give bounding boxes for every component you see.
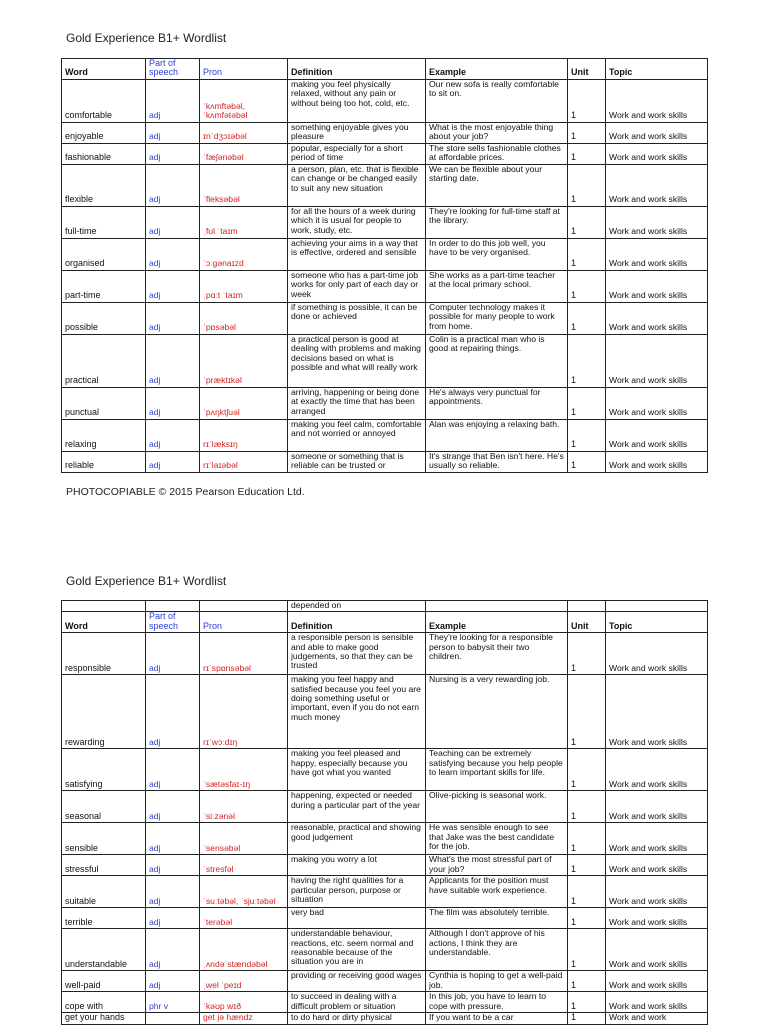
cell-word: sensible xyxy=(62,823,146,855)
cell-pron: ˈpʌŋktʃuəl xyxy=(200,387,288,419)
cell-unit: 1 xyxy=(568,791,606,823)
cell-topic: Work and work skills xyxy=(606,79,708,122)
cell-ex: He's always very punctual for appointments. xyxy=(426,387,568,419)
cell-unit: 1 xyxy=(568,387,606,419)
cell-ex: Nursing is a very rewarding job. xyxy=(426,675,568,749)
cell-pos xyxy=(146,1013,200,1024)
cell-word: suitable xyxy=(62,876,146,908)
table-row xyxy=(62,908,708,929)
page-title: Gold Experience B1+ Wordlist xyxy=(66,574,227,588)
cell-word: practical xyxy=(62,334,146,387)
cell-pron: ˈɔːɡənaɪzd xyxy=(200,238,288,270)
table-row xyxy=(62,1013,708,1024)
header-unit: Unit xyxy=(568,612,606,633)
cell-def: understandable behaviour, reactions, etc. seem normal and reasonable because of the situation you are in xyxy=(288,929,426,971)
header-unit: Unit xyxy=(568,59,606,80)
cell-topic: Work and work skills xyxy=(606,164,708,206)
cell-def: making you worry a lot xyxy=(288,855,426,876)
cell-pron: ˌpɑːt ˈtaɪm xyxy=(200,270,288,302)
cell-pron: rɪˈwɔːdɪŋ xyxy=(200,675,288,749)
cell-pron: ˈfleksəbəl xyxy=(200,164,288,206)
header-part-of-speech: Part of speech xyxy=(146,59,200,80)
cell-word: understandable xyxy=(62,929,146,971)
cell-topic: Work and work skills xyxy=(606,302,708,334)
page-title: Gold Experience B1+ Wordlist xyxy=(66,31,227,45)
cell-pron: ˌfʊl ˈtaɪm xyxy=(200,206,288,238)
cell-unit: 1 xyxy=(568,143,606,164)
cell-word: get your hands xyxy=(62,1013,146,1024)
cell-pos: adj xyxy=(146,270,200,302)
cell-word: flexible xyxy=(62,164,146,206)
cell-unit: 1 xyxy=(568,451,606,472)
cell-def: achieving your aims in a way that is effective, ordered and sensible xyxy=(288,238,426,270)
cell-word: stressful xyxy=(62,855,146,876)
cell-ex: They're looking for a responsible person to babysit their two children. xyxy=(426,633,568,675)
cell-def: to do hard or dirty physical xyxy=(288,1013,426,1024)
cell-topic: Work and work skills xyxy=(606,451,708,472)
cell-word: punctual xyxy=(62,387,146,419)
cell-topic: Work and work skills xyxy=(606,633,708,675)
cell-unit: 1 xyxy=(568,334,606,387)
header-example: Example xyxy=(426,612,568,633)
table-row xyxy=(62,270,708,302)
table-row xyxy=(62,206,708,238)
cell-topic: Work and work skills xyxy=(606,749,708,791)
cell-word: part-time xyxy=(62,270,146,302)
cell-pron: ˈkəʊp wɪð xyxy=(200,992,288,1013)
cell-ex: What is the most enjoyable thing about your job? xyxy=(426,122,568,143)
cell-pos: adj xyxy=(146,749,200,791)
table-row xyxy=(62,164,708,206)
cell-topic: Work and work skills xyxy=(606,387,708,419)
header-part-of-speech: Part of speech xyxy=(146,612,200,633)
header-pron: Pron xyxy=(200,612,288,633)
cell-pron: ˈpræktɪkəl xyxy=(200,334,288,387)
cell-pos: adj xyxy=(146,143,200,164)
header-row xyxy=(62,612,708,633)
cell-pos: adj xyxy=(146,302,200,334)
cell-topic: Work and work skills xyxy=(606,908,708,929)
cell-pron: ˈterəbəl xyxy=(200,908,288,929)
header-word: Word xyxy=(62,612,146,633)
cell-pron: ɪnˈdʒɔɪəbəl xyxy=(200,122,288,143)
cell-unit: 1 xyxy=(568,855,606,876)
cell-def: having the right qualities for a particular person, purpose or situation xyxy=(288,876,426,908)
cell-pron: get jə hændz xyxy=(200,1013,288,1024)
cell-pos: adj xyxy=(146,929,200,971)
table-row xyxy=(62,791,708,823)
cell-ex: Applicants for the position must have suitable work experience. xyxy=(426,876,568,908)
cell-def: to succeed in dealing with a difficult problem or situation xyxy=(288,992,426,1013)
table-row xyxy=(62,823,708,855)
cell-ex: In this job, you have to learn to cope with pressure. xyxy=(426,992,568,1013)
cell-ex: Alan was enjoying a relaxing bath. xyxy=(426,419,568,451)
cell-word: comfortable xyxy=(62,79,146,122)
cell-unit: 1 xyxy=(568,122,606,143)
cell-def: someone who has a part-time job works for only part of each day or week xyxy=(288,270,426,302)
cell-word: fashionable xyxy=(62,143,146,164)
cell-pron: ˈsuːtəbəl, ˈsjuːtəbəl xyxy=(200,876,288,908)
cell-word: cope with xyxy=(62,992,146,1013)
cell-pos: phr v xyxy=(146,992,200,1013)
cell-word: rewarding xyxy=(62,675,146,749)
cell-unit: 1 xyxy=(568,302,606,334)
table-row xyxy=(62,876,708,908)
cell-unit: 1 xyxy=(568,992,606,1013)
cell-word: terrible xyxy=(62,908,146,929)
cell-pos: adj xyxy=(146,633,200,675)
cell-def: making you feel calm, comfortable and not worried or annoyed xyxy=(288,419,426,451)
cell-def: a responsible person is sensible and able to make good judgements, so that they can be trusted xyxy=(288,633,426,675)
cell-topic: Work and work skills xyxy=(606,971,708,992)
cell-ex: Teaching can be extremely satisfying because you help people to learn important skills for life. xyxy=(426,749,568,791)
cell-word: reliable xyxy=(62,451,146,472)
table-row xyxy=(62,419,708,451)
cell-def: a person, plan, etc. that is flexible can change or be changed easily to suit any new situation xyxy=(288,164,426,206)
copyright-footer: PHOTOCOPIABLE © 2015 Pearson Education Ltd. xyxy=(66,486,305,498)
cell-topic: Work and work skills xyxy=(606,206,708,238)
cell-def: popular, especially for a short period of time xyxy=(288,143,426,164)
cell-ex: The film was absolutely terrible. xyxy=(426,908,568,929)
table-row xyxy=(62,238,708,270)
cell-pron: ˈfæʃənəbəl xyxy=(200,143,288,164)
header-example: Example xyxy=(426,59,568,80)
cell-word: well-paid xyxy=(62,971,146,992)
cell-unit: 1 xyxy=(568,633,606,675)
cell-pron: ˈstresfəl xyxy=(200,855,288,876)
cell-topic: Work and work xyxy=(606,1013,708,1024)
cell-ex: She works as a part-time teacher at the local primary school. xyxy=(426,270,568,302)
cell-unit: 1 xyxy=(568,908,606,929)
cell-ex: Olive-picking is seasonal work. xyxy=(426,791,568,823)
cell-def: reasonable, practical and showing good judgement xyxy=(288,823,426,855)
cell-word: possible xyxy=(62,302,146,334)
table-row xyxy=(62,929,708,971)
table-row xyxy=(62,749,708,791)
header-word: Word xyxy=(62,59,146,80)
table-row xyxy=(62,451,708,472)
cell-ex: Cynthia is hoping to get a well-paid job. xyxy=(426,971,568,992)
cell-pos: adj xyxy=(146,419,200,451)
cell-topic: Work and work skills xyxy=(606,876,708,908)
cell-def: arriving, happening or being done at exactly the time that has been arranged xyxy=(288,387,426,419)
cell-ex: He was sensible enough to see that Jake was the best candidate for the job. xyxy=(426,823,568,855)
cell-pos: adj xyxy=(146,791,200,823)
cell-pron: ˌwel ˈpeɪd xyxy=(200,971,288,992)
cell-ex: In order to do this job well, you have to be very organised. xyxy=(426,238,568,270)
table-row xyxy=(62,855,708,876)
cell-pos: adj xyxy=(146,908,200,929)
continuation-text: depended on xyxy=(288,601,426,612)
cell-pos: adj xyxy=(146,823,200,855)
cell-pron: ˈsiːzənəl xyxy=(200,791,288,823)
wordlist-table xyxy=(61,58,708,473)
cell-def: making you feel happy and satisfied because you feel you are doing something useful or important, even if you do not earn much money xyxy=(288,675,426,749)
cell-pos: adj xyxy=(146,387,200,419)
header-topic: Topic xyxy=(606,612,708,633)
table-row xyxy=(62,633,708,675)
cell-pos: adj xyxy=(146,971,200,992)
cell-unit: 1 xyxy=(568,1013,606,1024)
table-row xyxy=(62,387,708,419)
cell-pron: rɪˈlaɪəbəl xyxy=(200,451,288,472)
cell-word: seasonal xyxy=(62,791,146,823)
cell-unit: 1 xyxy=(568,419,606,451)
table-row xyxy=(62,334,708,387)
table-row xyxy=(62,122,708,143)
cell-topic: Work and work skills xyxy=(606,929,708,971)
cell-topic: Work and work skills xyxy=(606,334,708,387)
cell-pos: adj xyxy=(146,122,200,143)
cell-unit: 1 xyxy=(568,749,606,791)
cell-ex: We can be flexible about your starting date. xyxy=(426,164,568,206)
cell-def: a practical person is good at dealing with problems and making decisions based on what is possible and what will really work xyxy=(288,334,426,387)
cell-pos: adj xyxy=(146,451,200,472)
cell-pron: rɪˈlæksɪŋ xyxy=(200,419,288,451)
cell-ex: What's the most stressful part of your job? xyxy=(426,855,568,876)
cell-unit: 1 xyxy=(568,876,606,908)
cell-ex: Computer technology makes it possible for many people to work from home. xyxy=(426,302,568,334)
cell-topic: Work and work skills xyxy=(606,992,708,1013)
cell-pron: rɪˈspɒnsəbəl xyxy=(200,633,288,675)
cell-ex: The store sells fashionable clothes at affordable prices. xyxy=(426,143,568,164)
cell-ex: Colin is a practical man who is good at repairing things. xyxy=(426,334,568,387)
cell-pron: ˈsensəbəl xyxy=(200,823,288,855)
cell-pron: ˌʌndəˈstændəbəl xyxy=(200,929,288,971)
cell-unit: 1 xyxy=(568,929,606,971)
cell-topic: Work and work skills xyxy=(606,823,708,855)
cell-word: responsible xyxy=(62,633,146,675)
cell-unit: 1 xyxy=(568,79,606,122)
cell-pos: adj xyxy=(146,164,200,206)
cell-def: providing or receiving good wages xyxy=(288,971,426,992)
cell-topic: Work and work skills xyxy=(606,122,708,143)
cell-topic: Work and work skills xyxy=(606,238,708,270)
cell-topic: Work and work skills xyxy=(606,270,708,302)
cell-unit: 1 xyxy=(568,675,606,749)
table-row xyxy=(62,302,708,334)
cell-word: relaxing xyxy=(62,419,146,451)
cell-pron: ˈsætəsfaɪ-ɪŋ xyxy=(200,749,288,791)
cell-def: making you feel physically relaxed, without any pain or without being too hot, cold, etc. xyxy=(288,79,426,122)
cell-ex: They're looking for full-time staff at the library. xyxy=(426,206,568,238)
cell-word: satisfying xyxy=(62,749,146,791)
wordlist-table xyxy=(61,600,708,1025)
cell-pos: adj xyxy=(146,675,200,749)
cell-pos: adj xyxy=(146,79,200,122)
cell-unit: 1 xyxy=(568,971,606,992)
cell-def: very bad xyxy=(288,908,426,929)
cell-pos: adj xyxy=(146,206,200,238)
cell-ex: If you want to be a car xyxy=(426,1013,568,1024)
header-row xyxy=(62,59,708,80)
table-row xyxy=(62,675,708,749)
cell-def: happening, expected or needed during a particular part of the year xyxy=(288,791,426,823)
cell-pos: adj xyxy=(146,334,200,387)
cell-pos: adj xyxy=(146,238,200,270)
cell-unit: 1 xyxy=(568,164,606,206)
cell-word: enjoyable xyxy=(62,122,146,143)
table-row xyxy=(62,143,708,164)
cell-pos: adj xyxy=(146,855,200,876)
cell-unit: 1 xyxy=(568,823,606,855)
cell-ex: It's strange that Ben isn't here. He's usually so reliable. xyxy=(426,451,568,472)
cell-def: if something is possible, it can be done or achieved xyxy=(288,302,426,334)
header-pron: Pron xyxy=(200,59,288,80)
cell-def: someone or something that is reliable can be trusted or xyxy=(288,451,426,472)
table-row xyxy=(62,79,708,122)
cell-pos: adj xyxy=(146,876,200,908)
header-topic: Topic xyxy=(606,59,708,80)
cell-word: full-time xyxy=(62,206,146,238)
cell-pron: ˈkʌmftəbəl, ˈkʌmfətəbəl xyxy=(200,79,288,122)
cell-unit: 1 xyxy=(568,206,606,238)
cell-word: organised xyxy=(62,238,146,270)
continuation-row xyxy=(62,601,708,612)
cell-def: making you feel pleased and happy, especially because you have got what you wanted xyxy=(288,749,426,791)
cell-ex: Our new sofa is really comfortable to sit on. xyxy=(426,79,568,122)
cell-ex: Although I don't approve of his actions, I think they are understandable. xyxy=(426,929,568,971)
table-row xyxy=(62,971,708,992)
cell-def: something enjoyable gives you pleasure xyxy=(288,122,426,143)
cell-unit: 1 xyxy=(568,238,606,270)
cell-pron: ˈpɒsəbəl xyxy=(200,302,288,334)
table-row xyxy=(62,992,708,1013)
cell-topic: Work and work skills xyxy=(606,675,708,749)
header-definition: Definition xyxy=(288,612,426,633)
cell-topic: Work and work skills xyxy=(606,791,708,823)
cell-unit: 1 xyxy=(568,270,606,302)
cell-topic: Work and work skills xyxy=(606,855,708,876)
cell-topic: Work and work skills xyxy=(606,419,708,451)
cell-def: for all the hours of a week during which it is usual for people to work, study, etc. xyxy=(288,206,426,238)
header-definition: Definition xyxy=(288,59,426,80)
cell-topic: Work and work skills xyxy=(606,143,708,164)
